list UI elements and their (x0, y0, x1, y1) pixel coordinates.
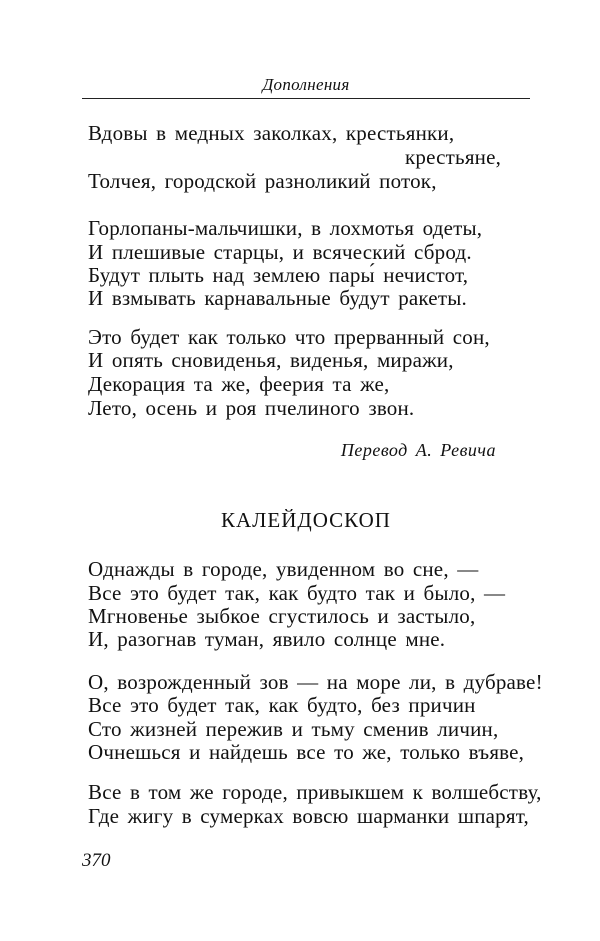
verse-line: Все это будет так, как будто так и было, — (88, 581, 506, 605)
running-head: Дополнения (262, 75, 350, 94)
verse-line: О, возрожденный зов — на море ли, в дубраве! (88, 670, 543, 694)
verse-line: Мгновенье зыбкое сгустилось и застыло, (88, 604, 476, 628)
verse-line-continuation: крестьяне, (405, 145, 502, 169)
verse-line: И плешивые старцы, и всяческий сброд. (88, 240, 472, 264)
verse-line: И опять сновиденья, виденья, миражи, (88, 348, 454, 372)
verse-line: И, разогнав туман, явило солнце мне. (88, 627, 446, 651)
verse-line: Все это будет так, как будто, без причин (88, 693, 476, 717)
verse-line: Все в том же городе, привыкшем к волшебству, (88, 780, 542, 804)
header-rule (82, 98, 530, 99)
verse-line: Где жигу в сумерках вовсю шарманки шпарят, (88, 804, 529, 828)
verse-line: Лето, осень и роя пчелиного звон. (88, 396, 415, 420)
page-number: 370 (82, 850, 111, 871)
poem-title: КАЛЕЙДОСКОП (221, 508, 391, 532)
verse-line: Сто жизней пережив и тьму сменив личин, (88, 717, 499, 741)
verse-line: Декорация та же, феерия та же, (88, 372, 390, 396)
verse-line: И взмывать карнавальные будут ракеты. (88, 286, 467, 310)
verse-line: Толчея, городской разноликий поток, (88, 169, 437, 193)
verse-line: Это будет как только что прерванный сон, (88, 325, 490, 349)
verse-line: Будут плыть над землею пары́ нечистот, (88, 263, 469, 287)
verse-line: Очнешься и найдешь все то же, только въяве, (88, 740, 525, 764)
verse-line: Вдовы в медных заколках, крестьянки, (88, 121, 455, 145)
translator-credit: Перевод А. Ревича (340, 440, 496, 460)
verse-line: Однажды в городе, увиденном во сне, — (88, 557, 479, 581)
verse-line: Горлопаны-мальчишки, в лохмотья одеты, (88, 216, 483, 240)
